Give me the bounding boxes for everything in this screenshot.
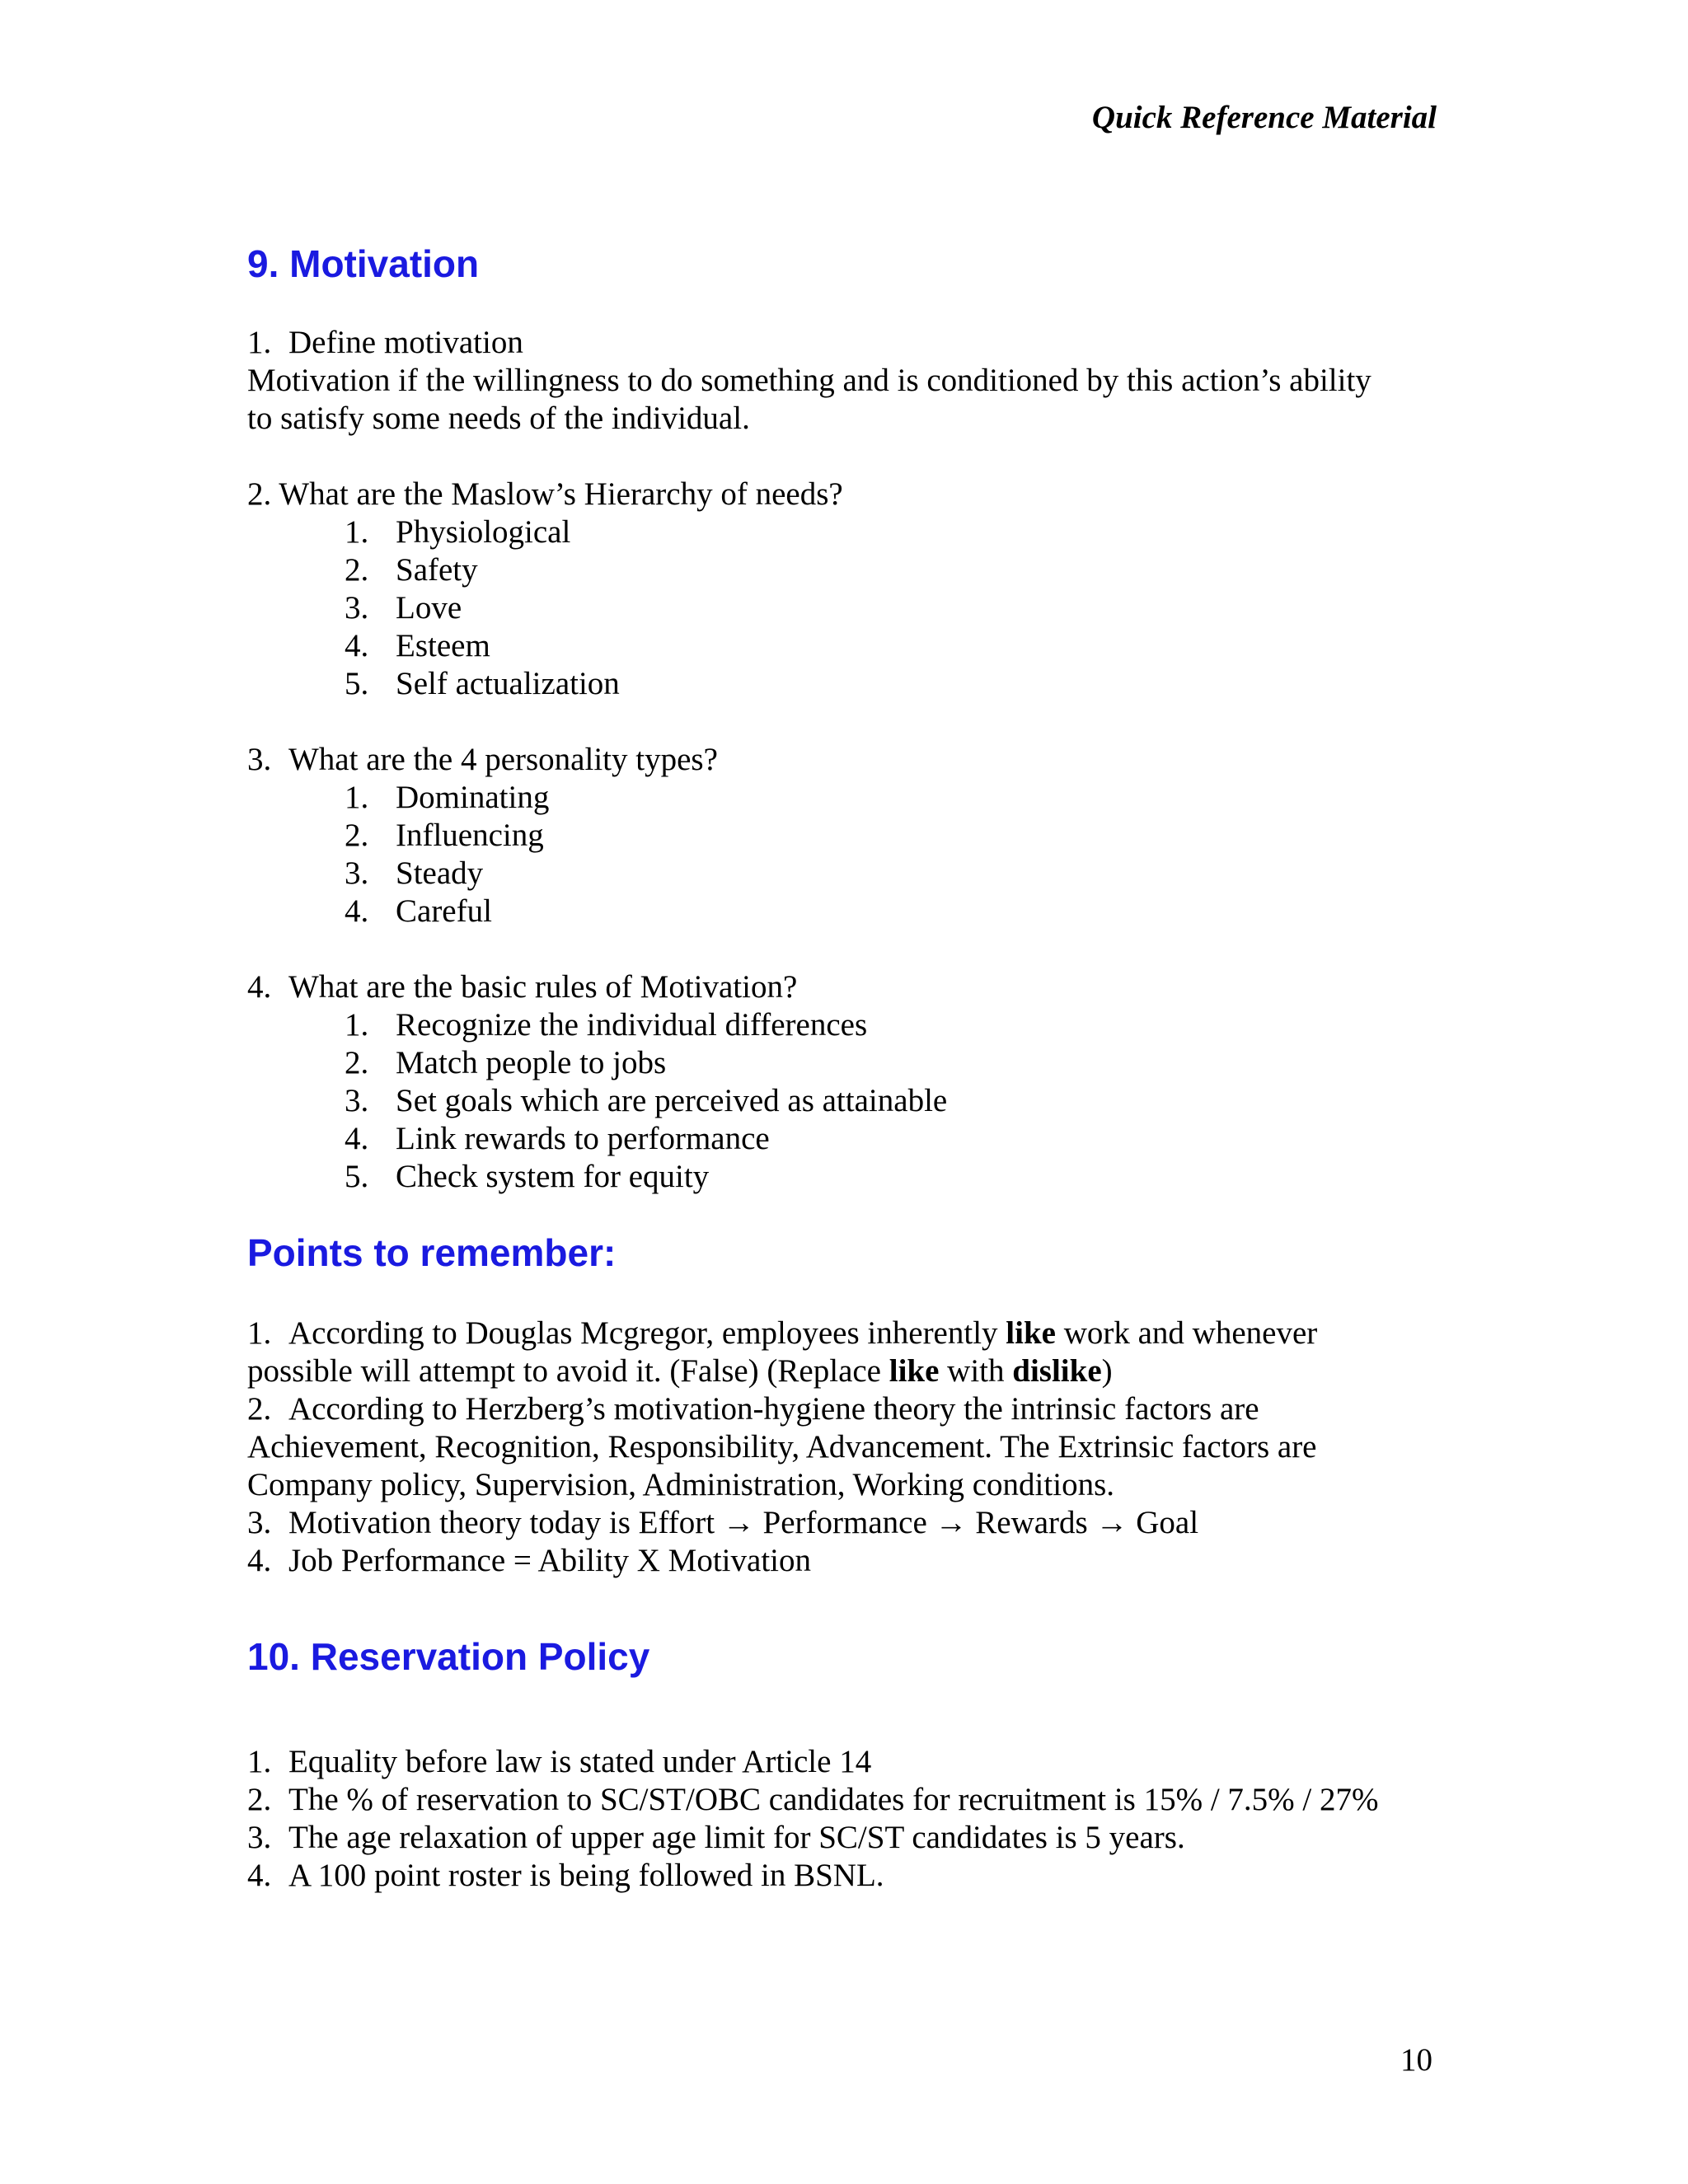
list-item: 2. The % of reservation to SC/ST/OBC candidates for recruitment is 15% / 7.5% / 27% — [247, 1782, 1379, 1817]
answer-line: Motivation if the willingness to do something and is conditioned by this action’s ability — [247, 363, 1372, 398]
list-item: 4. A 100 point roster is being followed in BSNL. — [247, 1858, 884, 1893]
list-item: 4. Esteem — [345, 628, 490, 663]
list-item: 1. Recognize the individual differences — [345, 1007, 868, 1043]
point-herzberg: 2. According to Herzberg’s motivation-hygiene theory the intrinsic factors are — [247, 1391, 1259, 1427]
list-item: 2. Safety — [345, 552, 478, 588]
list-item: 1. Physiological — [345, 514, 571, 550]
list-item: 1. Equality before law is stated under Article 14 — [247, 1744, 872, 1779]
question-define-motivation — [247, 324, 523, 362]
point-motivation-theory: 3. Motivation theory today is Effort → Performance → Rewards → Goal — [247, 1505, 1199, 1540]
point-herzberg-cont: Achievement, Recognition, Responsibility, Advancement. The Extrinsic factors are — [247, 1429, 1317, 1465]
section-heading-reservation: 10. Reservation Policy — [247, 1635, 650, 1678]
list-item: 3. Set goals which are perceived as attainable — [345, 1083, 948, 1118]
point-job-performance: 4. Job Performance = Ability X Motivation — [247, 1543, 811, 1578]
section-heading-motivation: 9. Motivation — [247, 242, 480, 285]
point-mcgregor-cont: possible will attempt to avoid it. (False) (Replace like with dislike) — [247, 1353, 1113, 1389]
point-herzberg-cont: Company policy, Supervision, Administration, Working conditions. — [247, 1467, 1114, 1502]
list-item: 5. Self actualization — [345, 666, 620, 701]
question-maslow: 2. What are the Maslow’s Hierarchy of needs? — [247, 476, 843, 512]
page-number: 10 — [1400, 2042, 1432, 2078]
point-mcgregor: 1. According to Douglas Mcgregor, employees inherently like work and whenever — [247, 1315, 1318, 1351]
list-item: 5. Check system for equity — [345, 1159, 710, 1194]
list-item: 3. Love — [345, 590, 462, 626]
list-item: 2. Match people to jobs — [345, 1045, 667, 1080]
answer-line: to satisfy some needs of the individual. — [247, 401, 750, 436]
page-header: Quick Reference Material — [1091, 100, 1437, 135]
question-personality-types: 3. What are the 4 personality types? — [247, 742, 718, 777]
list-item: 4. Careful — [345, 893, 492, 929]
list-item: 4. Link rewards to performance — [345, 1121, 770, 1156]
list-item: 3. The age relaxation of upper age limit for SC/ST candidates is 5 years. — [247, 1820, 1185, 1855]
list-item: 3. Steady — [345, 855, 484, 891]
list-number: 1. — [247, 325, 272, 360]
list-item: 1. Dominating — [345, 780, 550, 815]
section-heading-points: Points to remember: — [247, 1231, 617, 1274]
question-text: Define motivation — [288, 325, 523, 360]
list-item: 2. Influencing — [345, 818, 544, 853]
question-basic-rules: 4. What are the basic rules of Motivation? — [247, 969, 798, 1005]
